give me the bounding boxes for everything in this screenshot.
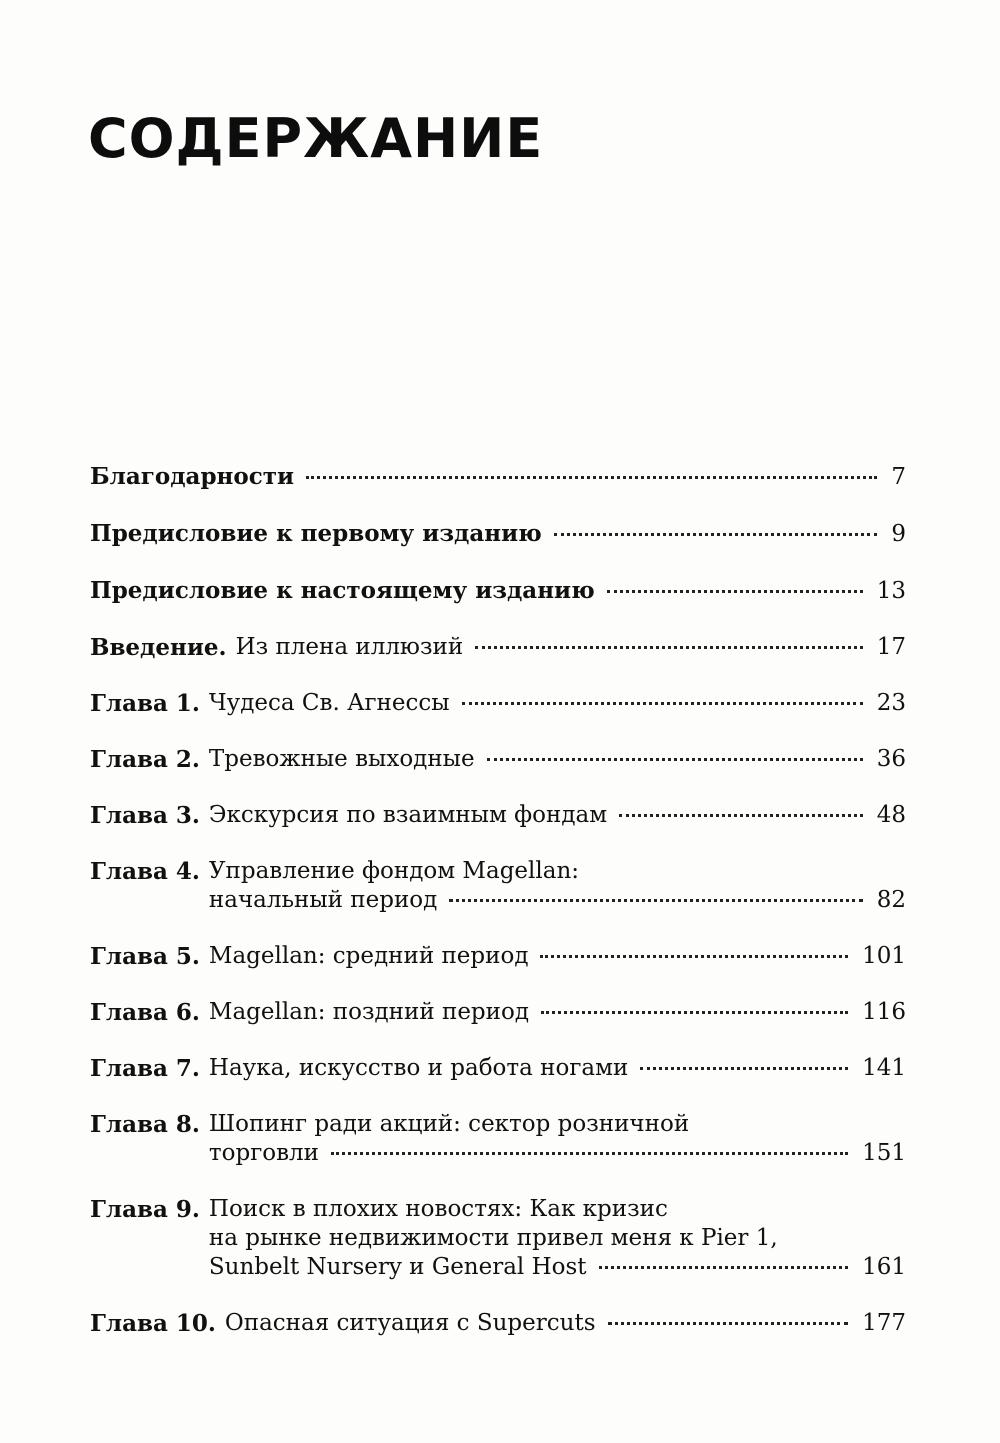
entry-label: Глава 3. (90, 802, 200, 829)
entry-title: Благодарности (90, 463, 295, 490)
entry-label: Глава 9. (90, 1196, 200, 1223)
dot-leader (608, 1322, 849, 1325)
entry-title: Magellan: средний период (208, 943, 529, 969)
entry-title: Из плена иллюзий (235, 634, 464, 660)
toc-entry (90, 745, 906, 774)
toc-entry (90, 576, 906, 606)
dot-leader (541, 1011, 848, 1014)
toc-entry (90, 633, 906, 662)
dot-leader (554, 533, 878, 536)
page-number: 141 (862, 1055, 906, 1081)
entry-title-line: Поиск в плохих новостях: Как кризис (208, 1196, 668, 1222)
toc-entry (90, 857, 906, 915)
page-number: 116 (862, 999, 906, 1025)
entry-label: Введение. (90, 634, 227, 661)
toc-entry (90, 689, 906, 718)
toc-entry (90, 1054, 906, 1083)
page-number: 101 (862, 943, 906, 969)
entry-title-line: Управление фондом Magellan: (208, 858, 580, 884)
entry-title: Чудеса Св. Агнессы (208, 690, 450, 716)
dot-leader (599, 1266, 849, 1269)
dot-leader (487, 758, 863, 761)
toc-entry (90, 1110, 906, 1168)
dot-leader (449, 899, 862, 902)
entry-title: Предисловие к первому изданию (90, 520, 542, 547)
entry-label: Глава 4. (90, 858, 200, 885)
entry-title: Экскурсия по взаимным фондам (208, 802, 608, 828)
toc-entry (90, 1309, 906, 1338)
dot-leader (607, 590, 863, 593)
entry-label: Глава 10. (90, 1310, 216, 1337)
dot-leader (619, 814, 863, 817)
entry-title-line: Шопинг ради акций: сектор розничной (208, 1111, 690, 1137)
entry-title: Magellan: поздний период (208, 999, 529, 1025)
page-number: 82 (876, 887, 906, 913)
page-number: 161 (862, 1254, 906, 1280)
entry-title: Предисловие к настоящему изданию (90, 577, 595, 604)
entry-label: Глава 1. (90, 690, 200, 717)
entry-title: Sunbelt Nursery и General Host (208, 1254, 587, 1280)
table-of-contents (90, 462, 906, 1365)
page-title: СОДЕРЖАНИЕ (88, 107, 544, 170)
dot-leader (475, 646, 863, 649)
entry-label: Глава 7. (90, 1055, 200, 1082)
entry-label: Глава 6. (90, 999, 200, 1026)
toc-entry (90, 462, 906, 492)
dot-leader (540, 955, 848, 958)
page-number: 36 (876, 746, 906, 772)
entry-label: Глава 8. (90, 1111, 200, 1138)
toc-entry (90, 801, 906, 830)
entry-title-line: на рынке недвижимости привел меня к Pier 1, (208, 1225, 778, 1251)
dot-leader (331, 1152, 848, 1155)
dot-leader (462, 702, 863, 705)
page-number: 13 (876, 578, 906, 604)
page-number: 17 (876, 634, 906, 660)
page-number: 9 (891, 521, 906, 547)
page-number: 177 (862, 1310, 906, 1336)
page-number: 7 (891, 464, 906, 490)
toc-entry (90, 1195, 906, 1282)
toc-entry (90, 519, 906, 549)
toc-entry (90, 942, 906, 971)
page-number: 23 (876, 690, 906, 716)
entry-title: торговли (208, 1140, 319, 1166)
toc-entry (90, 998, 906, 1027)
entry-title: Наука, искусство и работа ногами (208, 1055, 629, 1081)
dot-leader (640, 1067, 848, 1070)
entry-label: Глава 5. (90, 943, 200, 970)
entry-title: Опасная ситуация с Supercuts (224, 1310, 596, 1336)
page-number: 151 (862, 1140, 906, 1166)
entry-title: начальный период (208, 887, 438, 913)
entry-title: Тревожные выходные (208, 746, 475, 772)
entry-label: Глава 2. (90, 746, 200, 773)
dot-leader (306, 476, 877, 479)
page-number: 48 (876, 802, 906, 828)
